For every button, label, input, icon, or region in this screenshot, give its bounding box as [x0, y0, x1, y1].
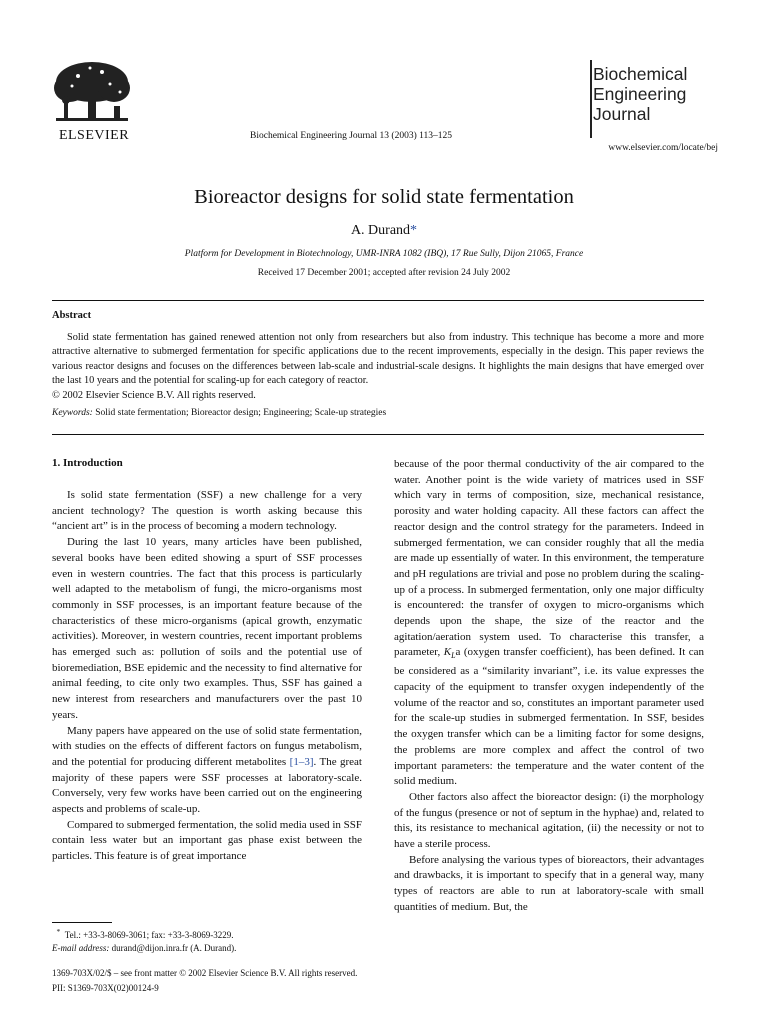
paragraph-text: Many papers have appeared on the use of solid state fermentation, with studies on the effects of different factors on fungus metabolism, and the potential for producing different metabolites: [52, 724, 362, 768]
abstract-body: [52, 331, 704, 403]
publisher-name: ELSEVIER: [58, 128, 130, 143]
journal-citation: Biochemical Engineering Journal 13 (2003) 113–125: [250, 131, 453, 141]
keywords-list: Solid state fermentation; Bioreactor design; Engineering; Scale-up strategies: [95, 408, 387, 418]
elsevier-tree-logo: [50, 58, 134, 128]
keywords-label: Keywords:: [52, 408, 93, 418]
received-dates: Received 17 December 2001; accepted after revision 24 July 2002: [257, 268, 511, 278]
author-line: [0, 223, 768, 239]
article-title: Bioreactor designs for solid state fermentation: [194, 186, 574, 208]
footnote-mark: *: [56, 927, 61, 936]
paragraph-text: (oxygen transfer coefficient), has been defined. It can be considered as a “similarity invariant”, i.e. its value expresses the capacity of the equipment to transfer oxygen independently of the volume of the reactor and so, constitutes an important parameter used for the scale-up studies in submerged fermentation. In SSF, besides the oxygen transfer which can be a limiting factor for some designs, the problems are more complex and affect the control of two important parameters: the temperature and the water content of the solid medium.: [394, 646, 704, 788]
footnote: [52, 925, 236, 955]
journal-logo-bar: [590, 60, 592, 138]
journal-logo-line: Biochemical: [593, 64, 688, 84]
kla-tail: a: [455, 646, 461, 659]
right-column: [394, 457, 704, 916]
citation-link[interactable]: [1–3]: [289, 755, 314, 768]
abstract-copyright: © 2002 Elsevier Science B.V. All rights reserved.: [52, 389, 256, 401]
author-name[interactable]: A. Durand: [350, 223, 411, 238]
journal-logo-line: Engineering: [593, 84, 687, 104]
paragraph-text: . The great majority of these papers were SSF processes at laboratory-scale. Conversely, very few works have been carried out on the engineering aspects and problems of scale-up.: [52, 755, 362, 816]
kla-subscript: L: [451, 651, 456, 661]
paragraph-text: because of the poor thermal conductivity of the air compared to the water. Another point is the wide variety of matrices used in SSF which vary in terms of composition, size, mechanical resistance, porosity and water holding capacity. All these factors can affect the reactor design and the control strategy for the parameters. Indeed in submerged fermentation, we can consider roughly that all the media are made up essentially of water. In this environment, the temperature and pH regulations are trivial and pose no problem during the scaling-up of a process. In submerged fermentation, only one major difficulty is encountered: the transfer of oxygen to micro-organisms which depends upon the shape, the size of the reactor and the agitation/aeration system used. To characterise this transfer, a parameter,: [394, 458, 704, 659]
footnote-tel: Tel.: +33-3-8069-3061; fax: +33-3-8069-3229.: [64, 930, 234, 940]
journal-logo-line: Journal: [593, 104, 651, 124]
keywords: [52, 408, 386, 418]
paragraph: Is solid state fermentation (SSF) a new challenge for a very ancient technology? The question is worth asking because this “ancient art” is in the process of becoming a modern technology.: [52, 489, 362, 533]
journal-url[interactable]: www.elsevier.com/locate/bej: [608, 143, 718, 153]
paragraph: Compared to submerged fermentation, the solid media used in SSF contain less water but an important gas phase exist between the particles. This feature is of great importance: [52, 818, 362, 863]
footnote-rule: [52, 922, 112, 923]
left-column: [52, 488, 362, 865]
journal-logo: [593, 64, 713, 124]
kla-main: K: [443, 646, 452, 659]
email-label: E-mail address:: [52, 943, 110, 953]
paragraph: Before analysing the various types of bioreactors, their advantages and drawbacks, it is important to specify that in a general way, many types of reactors are able to run at laboratory-scale with small quantities of medium. But, the: [394, 853, 704, 913]
divider: [52, 300, 704, 301]
kla-symbol: [443, 646, 456, 661]
paragraph: [394, 457, 704, 790]
corresponding-author-mark[interactable]: *: [410, 223, 418, 238]
footnote-contact: [52, 925, 236, 942]
divider: [52, 434, 704, 435]
footnote-email-line: [52, 942, 236, 955]
paragraph: During the last 10 years, many articles have been published, several books have been edited showing a spurt of SSF processes even in western countries. The fact that this process is particularly well adapted to the metabolism of fungi, the micro-organisms most commonly in SSF processes, is an important feature because of the characteristics of these micro-organisms (apical growth, enzymatic activities). Moreover, in western countries, recent important problems has emerged such as: pollution of soils and the potential use of bioremediation, BSE epidemic and the necessity to find alternative for animal feeding, to cite only two examples. Thus, SSF has gained a new interest from researchers and manufacturers over the past 10 years.: [52, 536, 362, 721]
paragraph: [52, 724, 362, 818]
paragraph: Other factors also affect the bioreactor design: (i) the morphology of the fungus (presence or not of septum in the hyphae) and, related to this, its resistance to mechanical agitation, (ii) the necessity or not to have a sterile process.: [394, 790, 704, 851]
page-footer: [52, 966, 357, 996]
abstract-text: Solid state fermentation has gained renewed attention not only from researchers but also from industry. This technique has become a more and more attractive alternative to submerged fermentation for specific applications due to the recent improvements, especially in the design. This paper reviews the various reactor designs and focuses on the differences between lab-scale and industrial-scale designs. It highlights the main designs that have emerged over the last 10 years and the potential for scaling-up for each category of reactor.: [52, 332, 704, 387]
footer-front-matter: 1369-703X/02/$ – see front matter © 2002 Elsevier Science B.V. All rights reserved.: [52, 968, 358, 978]
email-address[interactable]: durand@dijon.inra.fr (A. Durand).: [111, 943, 237, 953]
section-heading: 1. Introduction: [52, 457, 123, 469]
footer-pii: PII: S1369-703X(02)00124-9: [52, 983, 159, 993]
affiliation: Platform for Development in Biotechnology, UMR-INRA 1082 (IBQ), 17 Rue Sully, Dijon 21065, France: [184, 249, 584, 259]
abstract-heading: Abstract: [52, 310, 92, 321]
